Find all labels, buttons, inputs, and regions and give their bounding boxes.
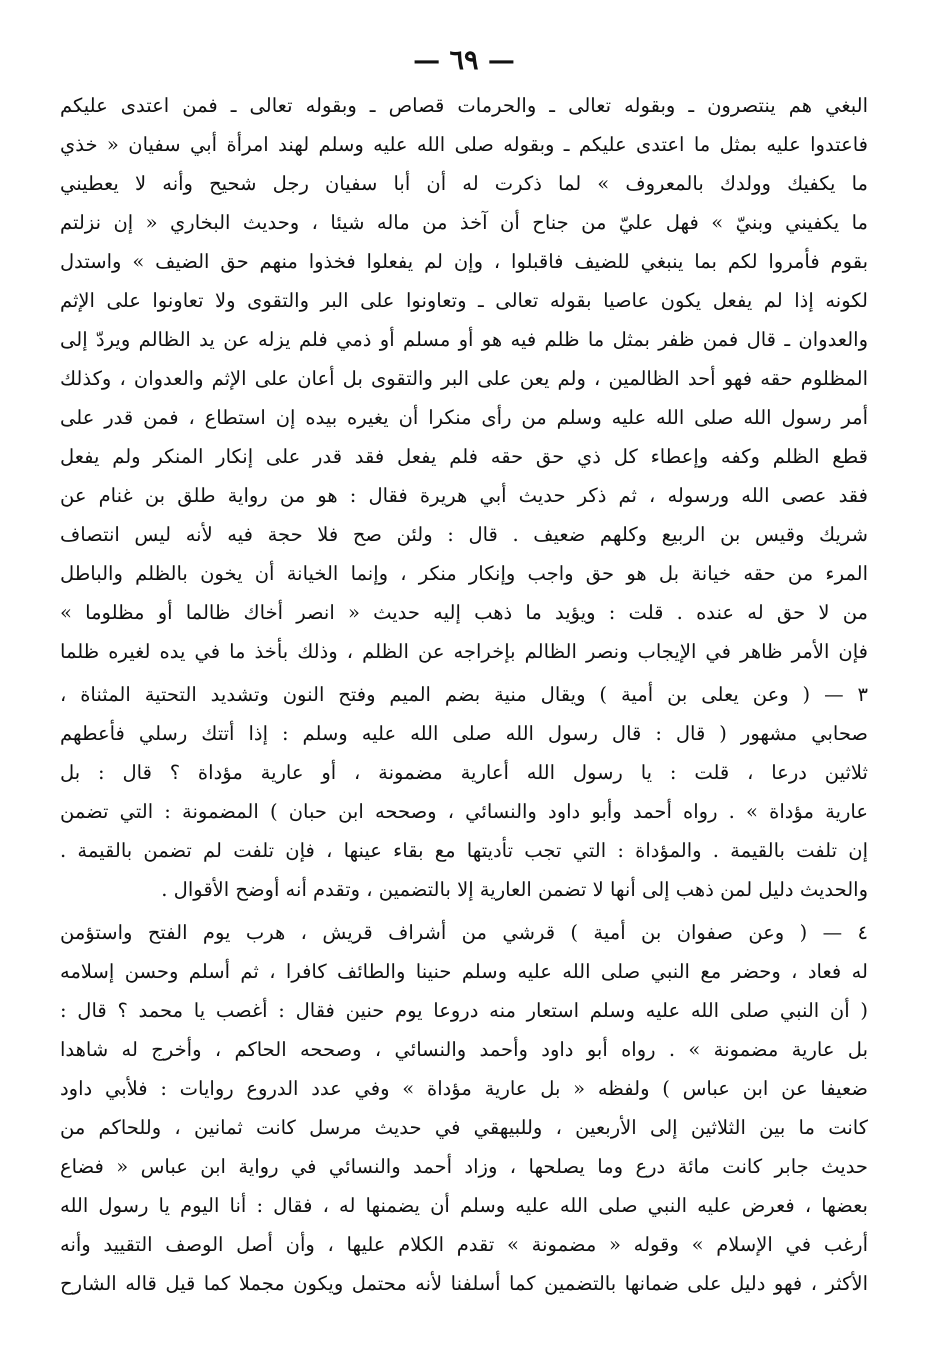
text-line: ما يكفيك وولدك بالمعروف » لما ذكرت له أن أبا سفيان رجل شحيح وأنه لا يعطيني: [60, 172, 868, 195]
text-line: ثلاثين درعا ، قلت : يا رسول الله أعارية مضمونة ، أو عارية مؤداة ؟ قال : بل: [60, 761, 868, 784]
text-line: أمر رسول الله صلى الله عليه وسلم من رأى منكرا أن يغيره بيده إن استطاع ، فمن قدر على: [60, 406, 868, 429]
text-line: لكونه إذا لم يفعل يكون عاصيا بقوله تعالى ـ وتعاونوا على البر والتقوى ولا تعاونوا على الإثم: [60, 289, 868, 312]
text-line: ( أن النبي صلى الله عليه وسلم استعار منه دروعا يوم حنين فقال : أغصب يا محمد ؟ قال :: [60, 999, 868, 1022]
text-line: والعدوان ـ قال فمن ظفر بمثل ما ظلم فيه هو أو مسلم أو ذمي فلم يزله عن يد الظالم ويردّ إلى: [60, 328, 868, 351]
paragraph-1: [60, 86, 868, 671]
text-line: بل عارية مضمونة » . رواه أبو داود وأحمد والنسائي ، وصححه الحاكم ، وأخرج له شاهدا: [60, 1038, 868, 1061]
paragraph-3: [60, 913, 868, 1303]
text-line: البغي هم ينتصرون ـ وبقوله تعالى ـ والحرمات قصاص ـ وبقوله تعالى ـ فمن اعتدى عليكم: [60, 94, 868, 117]
text-line: صحابي مشهور ( قال : قال رسول الله صلى الله عليه وسلم : إذا أتتك رسلي فأعطهم: [60, 722, 868, 745]
text-line: فاعتدوا عليه بمثل ما اعتدى عليكم ـ وبقوله صلى الله عليه وسلم لهند امرأة أبي سفيان « خذي: [60, 133, 868, 156]
text-line: ٤ — ( وعن صفوان بن أمية ) قرشي من أشراف قريش ، هرب يوم الفتح واستؤمن: [60, 921, 868, 944]
text-line: بقوم فأمروا لكم بما ينبغي للضيف فاقبلوا ، وإن لم يفعلوا فخذوا منهم حق الضيف » واستدل: [60, 250, 868, 273]
text-line: قطع الظلم وكفه وإعطاء كل ذي حق حقه فلم يفعل فقد قدر على إنكار المنكر ولم يفعل: [60, 445, 868, 468]
paragraph-2: [60, 675, 868, 909]
body-text: [60, 86, 868, 1303]
text-line: شريك وقيس بن الربيع وكلهم ضعيف . قال : ولئن صح فلا حجة فيه لأنه ليس انتصاف: [60, 523, 868, 546]
text-line: والحديث دليل لمن ذهب إلى أنها لا تضمن العارية إلا بالتضمين ، وتقدم أنه أوضح الأقوال .: [161, 878, 868, 901]
text-line: إن تلفت بالقيمة . والمؤداة : التي تجب تأديتها مع بقاء عينها ، فإن تلفت لم تضمن بالقيمة .: [60, 839, 868, 862]
text-line: حديث جابر كانت مائة درع وما يصلحها ، وزاد أحمد والنسائي في رواية ابن عباس « فضاع: [60, 1155, 868, 1178]
text-line: أرغب في الإسلام » وقوله « مضمونة » تقدم الكلام عليها ، وأن أصل الوصف التقييد وأنه: [60, 1233, 868, 1256]
text-line: بعضها ، فعرض عليه النبي صلى الله عليه وسلم أن يضمنها له ، فقال : أنا اليوم يا رسول الله: [60, 1194, 868, 1217]
text-line: عارية مؤداة » . رواه أحمد وأبو داود والنسائي ، وصححه ابن حبان ) المضمونة : التي تضمن: [60, 800, 868, 823]
text-line: المظلوم حقه فهو أحد الظالمين ، ولم يعن على البر والتقوى بل أعان على الإثم والعدوان ، وكذلك: [60, 367, 868, 390]
text-line: ٣ — ( وعن يعلى بن أمية ) ويقال منية بضم الميم وفتح النون وتشديد التحتية المثناة ،: [60, 683, 868, 706]
text-line: الأكثر ، فهو دليل على ضمانها بالتضمين كما أسلفنا لأنه محتمل ويكون مجملا كما قيل قاله الشارح: [60, 1272, 868, 1295]
text-line: المرء من حقه خيانة بل هو حق واجب وإنكار منكر ، وإنما الخيانة أن يخون بالظلم والباطل: [60, 562, 868, 585]
text-line: كانت ما بين الثلاثين إلى الأربعين ، وللبيهقي في حديث مرسل كانت ثمانين ، وللحاكم من: [60, 1116, 868, 1139]
text-line: فقد عصى الله ورسوله ، ثم ذكر حديث أبي هريرة فقال : هو من رواية طلق بن غنام عن: [60, 484, 868, 507]
text-line: فإن الأمر ظاهر في الإيجاب ونصر الظالم بإخراجه عن الظلم ، وذلك بأخذ ما في يده لغيره ظلما: [60, 640, 868, 663]
text-line: ما يكفيني وبنيّ » فهل عليّ من جناح أن آخذ من ماله شيئا ، وحديث البخاري « إن نزلتم: [60, 211, 868, 234]
text-line: ضعيفا عن ابن عباس ) ولفظه « بل عارية مؤداة » وفي عدد الدروع روايات : فلأبي داود: [60, 1077, 868, 1100]
text-line: من لا حق له عنده . قلت : ويؤيد ما ذهب إليه حديث « انصر أخاك ظالما أو مظلوما »: [60, 601, 868, 624]
text-line: له فعاد ، وحضر مع النبي صلى الله عليه وسلم حنينا والطائف كافرا ، ثم أسلم وحسن إسلامه: [60, 960, 868, 983]
page-number: — ٦٩ —: [413, 45, 515, 76]
